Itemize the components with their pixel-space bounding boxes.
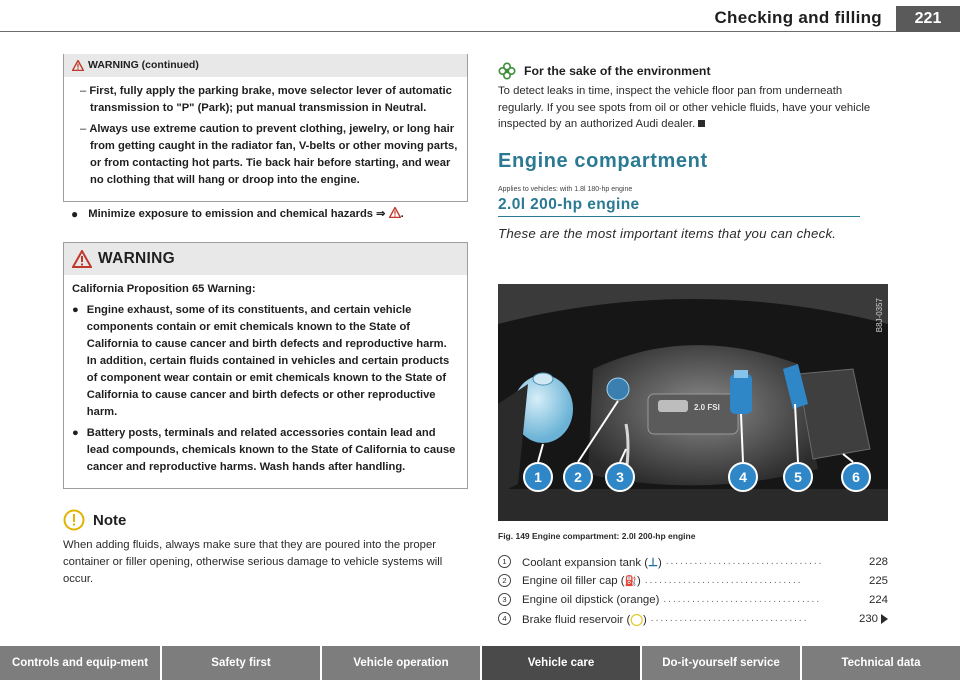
header-divider — [0, 31, 896, 32]
continue-arrow-icon[interactable] — [881, 614, 888, 624]
item-number: 3 — [498, 593, 511, 606]
emission-bullet-text: Minimize exposure to emission and chemical hazards ⇒ — [88, 208, 386, 220]
figure-code: B8J-0357 — [875, 298, 884, 333]
list-item[interactable] — [498, 609, 888, 628]
warning-continued-body — [64, 77, 467, 201]
svg-text:3: 3 — [616, 469, 624, 485]
svg-text:5: 5 — [794, 469, 802, 485]
engine-badge: 2.0 FSI — [694, 403, 720, 412]
leader-dots: ................................. — [650, 613, 809, 624]
item-page-ref[interactable]: 225 — [868, 574, 888, 587]
warning-title: WARNING — [98, 250, 176, 267]
item-label: Engine oil filler cap (⛽) — [522, 574, 641, 587]
svg-text:4: 4 — [739, 469, 747, 485]
tab-controls-and-equipment[interactable]: Controls and equip-ment — [0, 646, 162, 680]
environment-text — [498, 83, 888, 133]
engine-illustration — [498, 284, 888, 521]
item-page-ref[interactable]: 228 — [868, 555, 888, 568]
tab-vehicle-care[interactable]: Vehicle care — [482, 646, 642, 680]
warning-triangle-icon — [72, 250, 92, 268]
leader-dots: ................................. — [663, 594, 822, 605]
item-page-ref[interactable]: 224 — [868, 593, 888, 606]
page-header — [0, 6, 960, 30]
item-page-ref[interactable]: 230 — [858, 612, 878, 625]
tab-do-it-yourself-service[interactable]: Do-it-yourself service — [642, 646, 802, 680]
left-column — [63, 54, 468, 588]
coolant-symbol-icon: ⊥ — [648, 556, 658, 569]
environment-header — [498, 62, 888, 80]
page-number: 221 — [896, 6, 960, 32]
lead-text: These are the most important items that you can check. — [498, 225, 837, 241]
item-number: 4 — [498, 612, 511, 625]
warning-bullet-text: Engine exhaust, some of its constituents, and certain vehicle components contain or emit chemicals known to the State of California to cause cancer and birth defects and reproductive harm. In addition, certain fluids contained in vehicles and certain products of component wear contain or emit chemicals known to the State of California to cause cancer and birth defects or other reproductive harm. — [86, 304, 450, 418]
warning-body — [64, 275, 467, 488]
list-item[interactable] — [498, 590, 888, 609]
section-title: Engine compartment — [498, 149, 708, 172]
environment-title: For the sake of the environment — [524, 64, 711, 78]
warning-continued-header — [64, 54, 467, 77]
bullet-dot-icon: ● — [72, 427, 79, 439]
warning-triangle-icon — [72, 60, 84, 71]
warning-intro: California Proposition 65 Warning: — [72, 283, 256, 295]
chapter-tab-bar — [0, 646, 960, 680]
note-text: When adding fluids, always make sure that they are poured into the proper container or filler opening, otherwise serious damage to vehicle systems will occur. — [63, 539, 443, 585]
svg-text:1: 1 — [534, 469, 542, 485]
figure-caption: Fig. 149 Engine compartment: 2.0l 200-hp engine — [498, 531, 696, 541]
note-header — [63, 509, 468, 531]
item-label: Coolant expansion tank (⊥) — [522, 556, 662, 569]
warning-sub-item: – First, fully apply the parking brake, move selector lever of automatic transmission to "P" (Park); put manual transmission in Neutral. — [72, 83, 459, 117]
oil-can-icon: ⛽ — [624, 575, 638, 587]
bullet-dot-icon: ● — [72, 304, 79, 316]
subsection-title: 2.0l 200-hp engine — [498, 196, 860, 217]
warning-continued-label: WARNING (continued) — [88, 59, 199, 71]
item-label: Brake fluid reservoir (◯) — [522, 613, 647, 626]
tab-vehicle-operation[interactable]: Vehicle operation — [322, 646, 482, 680]
list-item[interactable] — [498, 552, 888, 571]
applies-to-note: Applies to vehicles: with 1.8l 180-hp engine — [498, 185, 633, 193]
emission-bullet: ● Minimize exposure to emission and chemical hazards ⇒ . — [71, 207, 404, 221]
warning-header — [64, 243, 467, 275]
engine-compartment-figure — [498, 284, 888, 521]
component-list — [498, 552, 888, 628]
item-number: 1 — [498, 555, 511, 568]
environment-flower-icon — [498, 62, 516, 80]
warning-bullet — [72, 302, 459, 421]
environment-text-body: To detect leaks in time, inspect the vehicle floor pan from underneath regularly. If you see spots from oil or other vehicle fluids, have your vehicle inspected by an authorized Audi dealer. — [498, 85, 871, 130]
warning-bullet — [72, 425, 459, 476]
warning-sub-item: – Always use extreme caution to prevent clothing, jewelry, or long hair from getting caught in the radiator fan, V-belts or other moving parts, or from contacting hot parts. Tie back hair before starting, and wear no clothing that will hang or droop into the engine. — [72, 121, 459, 189]
warning-bullet-text: Battery posts, terminals and related accessories contain lead and lead compounds, chemicals known to the State of California to cause cancer and reproductive harms. Wash hands after handling. — [86, 427, 456, 473]
item-number: 2 — [498, 574, 511, 587]
brake-fluid-icon: ◯ — [630, 613, 643, 626]
list-item[interactable] — [498, 571, 888, 590]
svg-text:2: 2 — [574, 469, 582, 485]
note-exclamation-icon — [63, 509, 85, 531]
item-label: Engine oil dipstick (orange) — [522, 593, 660, 606]
bullet-dot-icon: ● — [71, 207, 79, 221]
svg-text:6: 6 — [852, 469, 860, 485]
prop65-warning-box — [63, 242, 468, 489]
warning-continued-box — [63, 54, 468, 202]
tab-technical-data[interactable]: Technical data — [802, 646, 960, 680]
warning-triangle-icon[interactable] — [389, 207, 401, 218]
tab-safety-first[interactable]: Safety first — [162, 646, 322, 680]
right-column — [498, 62, 888, 241]
section-end-mark — [698, 120, 705, 127]
leader-dots: ................................. — [644, 575, 803, 586]
chapter-title: Checking and filling — [714, 8, 882, 27]
note-title: Note — [93, 511, 127, 529]
leader-dots: ................................. — [665, 556, 824, 567]
